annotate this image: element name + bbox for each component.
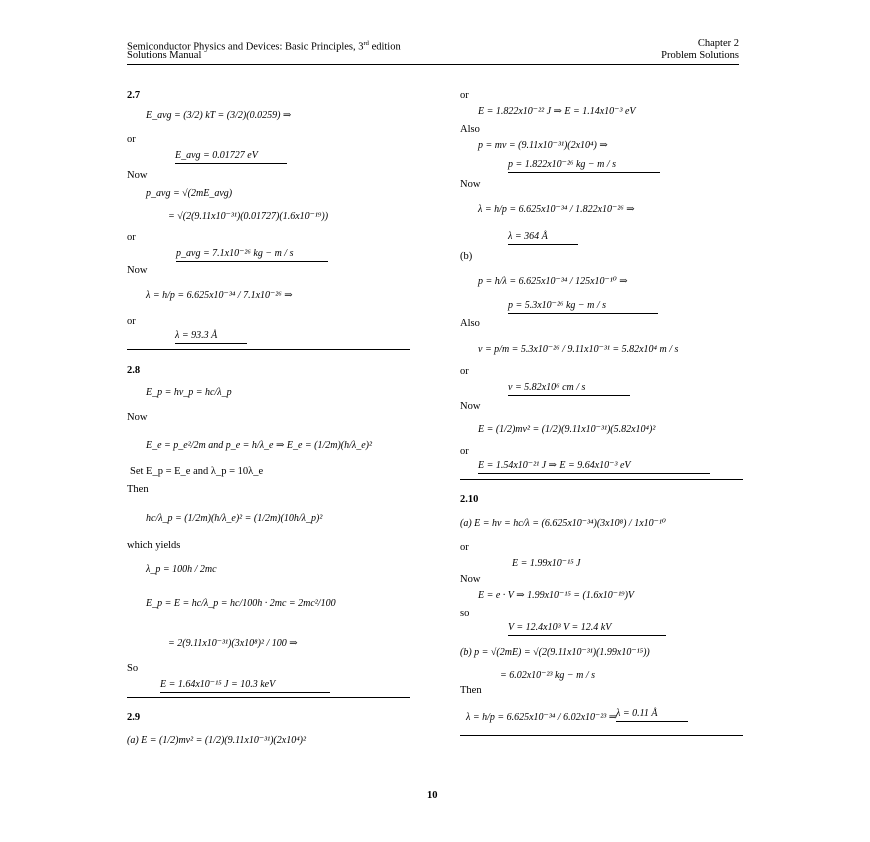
equation-result [508,300,658,314]
equation: p_avg = √(2mE_avg) [146,188,233,199]
equation: p = h/λ = 6.625x10⁻³⁴ / 125x10⁻¹⁰ ⇒ [478,276,628,287]
equation: v = p/m = 5.3x10⁻²⁶ / 9.11x10⁻³¹ = 5.82x10⁴ m / s [478,344,679,355]
equation-result [175,330,247,344]
equation: = 6.02x10⁻²³ kg − m / s [500,670,596,681]
equation-result [508,382,630,396]
equation-text: V = 12.4x10³ V = 12.4 kV [508,622,612,633]
problem-label: 2.10 [460,494,479,505]
connector-text: or [127,134,136,145]
equation-text: λ = 0.11 Å [616,708,658,719]
equation-text: p_avg = 7.1x10⁻²⁶ kg − m / s [176,248,294,259]
equation-result [508,231,578,245]
condition-text: Set E_p = E_e and λ_p = 10λ_e [130,466,264,477]
equation: E_e = p_e²/2m and p_e = h/λ_e ⇒ E_e = (1/2m)(h/λ_e)² [146,440,373,451]
equation-text: v = 5.82x10⁶ cm / s [508,382,586,393]
equation-text: E = 1.64x10⁻¹⁵ J = 10.3 keV [160,679,276,690]
connector-text: or [460,446,469,457]
section-divider [460,735,743,736]
connector-text: Now [460,401,481,412]
part-label: (b) [460,251,473,262]
connector-text: So [127,663,139,674]
section-divider [127,349,410,350]
header-rule [127,64,739,65]
section-divider [127,697,410,698]
equation: hc/λ_p = (1/2m)(h/λ_e)² = (1/2m)(10h/λ_p)² [146,513,323,524]
equation-text: λ = 93.3 Å [175,330,218,341]
equation-text: E_avg = 0.01727 eV [175,150,258,161]
equation: E_avg = (3/2) kT = (3/2)(0.0259) ⇒ [146,110,292,121]
equation-result [176,248,328,262]
connector-text: or [460,366,469,377]
connector-text: or [460,542,469,553]
equation: E = 1.99x10⁻¹⁵ J [512,558,581,569]
equation: (b) p = √(2mE) = √(2(9.11x10⁻³¹)(1.99x10⁻¹⁵)) [460,647,650,658]
page-number: 10 [427,790,438,801]
section-divider [460,479,743,480]
equation-result [160,679,330,693]
connector-text: Now [127,265,148,276]
connector-text: Now [460,179,481,190]
problem-label: 2.9 [127,712,141,723]
equation: = 2(9.11x10⁻³¹)(3x10⁸)² / 100 ⇒ [168,638,298,649]
equation-result [478,460,710,474]
equation-result [508,159,660,173]
equation-text: E = 1.54x10⁻²¹ J ⇒ E = 9.64x10⁻³ eV [478,460,631,471]
problem-label: 2.7 [127,90,141,101]
equation-text: p = 1.822x10⁻²⁶ kg − m / s [508,159,617,170]
equation: E = 1.822x10⁻²² J ⇒ E = 1.14x10⁻³ eV [478,106,636,117]
connector-text: Also [460,318,480,329]
connector-text: Now [127,170,148,181]
equation: λ = h/p = 6.625x10⁻³⁴ / 7.1x10⁻²⁶ ⇒ [146,290,293,301]
section-label: Problem Solutions [661,50,739,61]
equation: λ = h/p = 6.625x10⁻³⁴ / 1.822x10⁻²⁶ ⇒ [478,204,635,215]
chapter-label: Chapter 2 [697,38,739,49]
equation: E_p = E = hc/λ_p = hc/100h · 2mc = 2mc²/100 [146,598,336,609]
equation: E = (1/2)mv² = (1/2)(9.11x10⁻³¹)(5.82x10⁴)² [478,424,656,435]
equation-result [508,622,666,636]
equation-result [616,708,688,722]
connector-text: or [127,232,136,243]
connector-text: Now [127,412,148,423]
connector-text: or [460,90,469,101]
equation: λ = h/p = 6.625x10⁻³⁴ / 6.02x10⁻²³ ⇒ [466,712,618,723]
equation-result [175,150,287,164]
equation: (a) E = (1/2)mv² = (1/2)(9.11x10⁻³¹)(2x10⁴)² [127,735,307,746]
connector-text: Then [460,685,482,696]
connector-text: or [127,316,136,327]
connector-text: so [460,608,470,619]
connector-text: Now [460,574,481,585]
problem-label: 2.8 [127,365,141,376]
connector-text: which yields [127,540,181,551]
equation: λ_p = 100h / 2mc [146,564,217,575]
title-edition: edition [368,41,401,53]
document-subtitle: Solutions Manual [127,50,202,61]
connector-text: Then [127,484,149,495]
equation: = √(2(9.11x10⁻³¹)(0.01727)(1.6x10⁻¹⁹)) [168,211,329,222]
equation: E_p = hν_p = hc/λ_p [146,387,232,398]
equation: E = e · V ⇒ 1.99x10⁻¹⁵ = (1.6x10⁻¹⁹)V [478,590,635,601]
equation: (a) E = hν = hc/λ = (6.625x10⁻³⁴)(3x10⁸) / 1x10⁻¹⁰ [460,518,666,529]
title-superscript: rd [363,40,369,47]
connector-text: Also [460,124,480,135]
equation-text: λ = 364 Å [508,231,548,242]
title-main: Semiconductor Physics and Devices: Basic Principles, 3 [127,41,364,53]
equation: p = mv = (9.11x10⁻³¹)(2x10⁴) ⇒ [478,140,608,151]
equation-text: p = 5.3x10⁻²⁶ kg − m / s [508,300,607,311]
